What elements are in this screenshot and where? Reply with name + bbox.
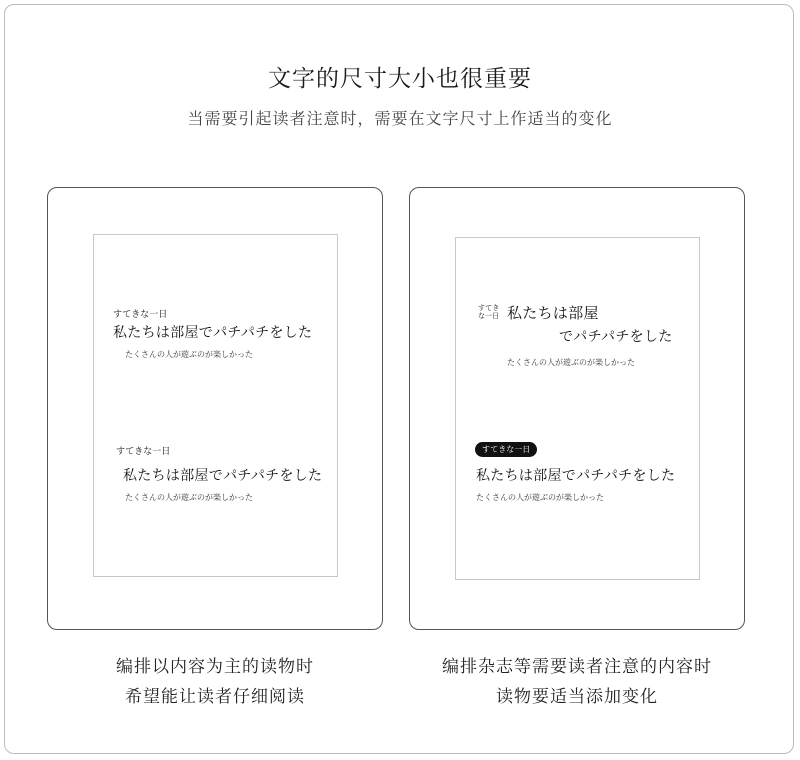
right-block1-small-line2: な一日 [478,312,499,320]
left-block2-small: すてきな一日 [116,447,171,457]
right-caption [409,652,745,712]
right-sample-page [455,237,700,580]
left-block1-small: すてきな一日 [113,310,168,320]
left-caption-line1: 编排以内容为主的读物时 [116,657,314,677]
right-block2-heading: 私たちは部屋でパチパチをした [476,468,676,484]
right-block2-badge: すてきな一日 [475,442,537,457]
left-caption-line2: 希望能让读者仔细阅读 [125,687,305,707]
left-block1-heading: 私たちは部屋でパチパチをした [113,325,313,341]
right-block1-sub: たくさんの人が遊ぶのが楽しかった [507,358,635,367]
right-block1-small [478,304,504,320]
right-caption-line1: 编排杂志等需要读者注意的内容时 [442,657,712,677]
left-block1-sub: たくさんの人が遊ぶのが楽しかった [125,350,253,359]
right-block1-small-line1: すてき [478,304,500,312]
page-subtitle: 当需要引起读者注意时，需要在文字尺寸上作适当的变化 [187,109,613,128]
left-caption [47,652,383,712]
right-block1-heading-line2: でパチパチをした [559,329,673,345]
left-block2-sub: たくさんの人が遊ぶのが楽しかった [125,493,253,502]
left-sample-page [93,234,338,577]
left-example-card [47,187,383,630]
right-block1-heading-line1: 私たちは部屋 [507,304,599,322]
page-title: 文字的尺寸大小也很重要 [268,66,532,92]
right-caption-line2: 读物要适当添加变化 [496,687,658,707]
right-example-card [409,187,745,630]
left-block2-heading: 私たちは部屋でパチパチをした [123,468,323,484]
right-block2-sub: たくさんの人が遊ぶのが楽しかった [476,493,604,502]
